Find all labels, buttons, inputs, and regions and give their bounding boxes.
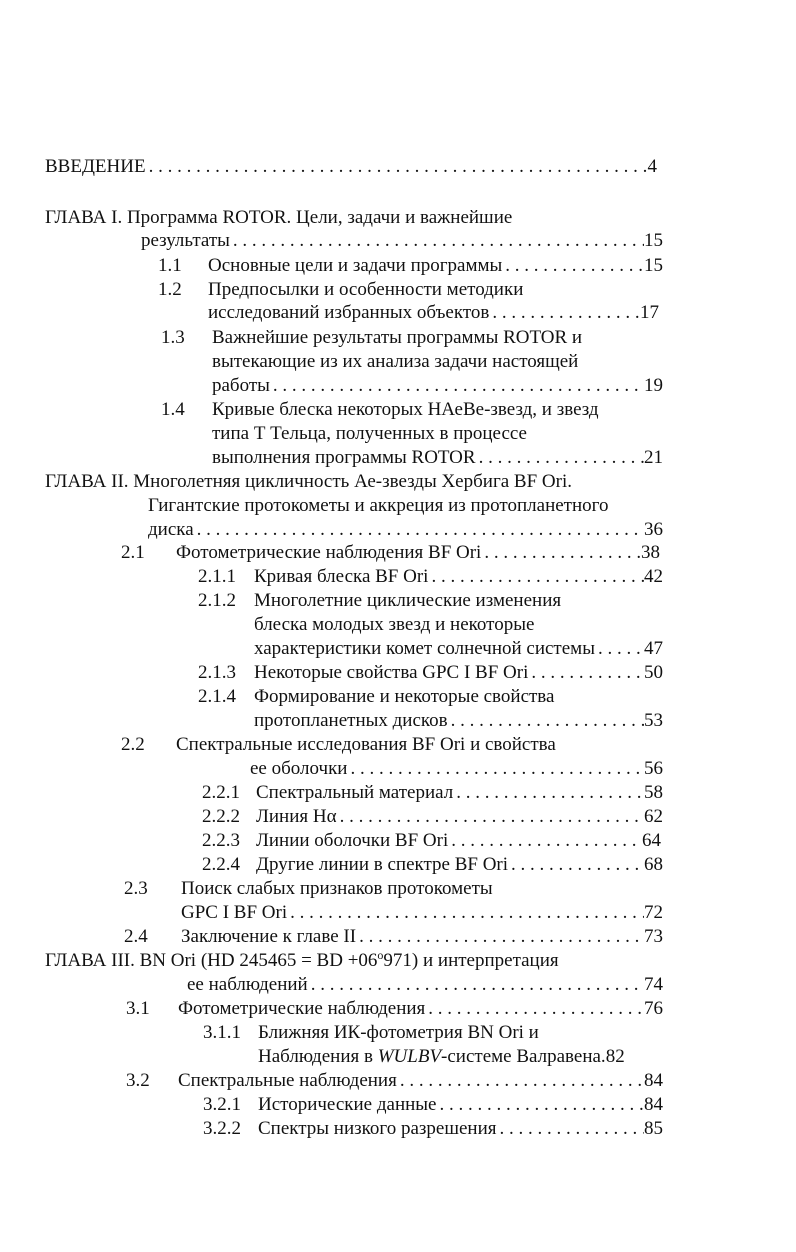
toc-entry-title: Линия Hα: [256, 806, 337, 827]
toc-subsection-2-2-1: [202, 781, 663, 805]
toc-entry-title: ГЛАВА I. Программа ROTOR. Цели, задачи и важнейшие: [45, 207, 513, 228]
toc-entry-title: работы: [212, 375, 270, 396]
toc-section-2-4: [124, 925, 663, 949]
toc-chapter-2-heading-cont2: [148, 518, 663, 542]
toc-section-2-3-cont: [181, 901, 663, 925]
toc-section-2-3: [124, 877, 493, 901]
toc-chapter-2-heading: [45, 470, 572, 494]
toc-section-3-1: [126, 997, 663, 1021]
toc-page-number: 85: [644, 1118, 663, 1139]
toc-section-1-4-cont: [212, 422, 527, 446]
toc-entry-title: результаты: [141, 230, 230, 251]
toc-section-2-1: [121, 541, 660, 565]
dot-leader: [505, 254, 644, 278]
toc-page-number: 38: [641, 542, 660, 563]
toc-subsection-3-2-1: [203, 1093, 663, 1117]
toc-subsection-3-1-1: [203, 1021, 539, 1045]
toc-entry-title-part: ГЛАВА III. BN Ori (HD 245465 = BD +06: [45, 950, 378, 971]
toc-entry-title: ее наблюдений: [187, 974, 308, 995]
toc-section-number: 2.1.3: [198, 662, 236, 683]
dot-leader: [479, 446, 644, 470]
toc-page-number: 58: [644, 782, 663, 803]
toc-section-number: 2.2.4: [202, 854, 240, 875]
toc-entry-title: типа Т Тельца, полученных в процессе: [212, 423, 527, 444]
toc-section-number: 3.1: [126, 998, 150, 1019]
toc-subsection-3-1-1-cont: [258, 1045, 625, 1069]
dot-leader: [290, 901, 644, 925]
toc-subsection-2-2-2: [202, 805, 663, 829]
dot-leader: [511, 853, 644, 877]
dot-leader: [359, 925, 644, 949]
toc-page-number: 84: [644, 1070, 663, 1091]
toc-page-number: 17: [640, 302, 659, 323]
toc-entry-title: Формирование и некоторые свойства: [254, 686, 555, 707]
toc-section-number: 2.4: [124, 926, 148, 947]
toc-entry-title: Некоторые свойства GPC I BF Ori: [254, 662, 529, 683]
toc-entry-title: Линии оболочки BF Ori: [256, 830, 449, 851]
dot-leader: [456, 781, 644, 805]
dot-leader: [440, 1093, 645, 1117]
toc-entry-title: Основные цели и задачи программы: [208, 255, 503, 276]
toc-subsection-2-1-4-cont: [254, 709, 663, 733]
toc-entry-title: ее оболочки: [250, 758, 348, 779]
toc-entry-title: Спектры низкого разрешения: [258, 1118, 497, 1139]
toc-chapter-1-heading-cont: [141, 229, 663, 253]
toc-subsection-2-2-4: [202, 853, 663, 877]
toc-entry-title: протопланетных дисков: [254, 710, 448, 731]
toc-page-number: 36: [644, 519, 663, 540]
toc-section-1-4: [161, 398, 599, 422]
toc-page-number: 56: [644, 758, 663, 779]
toc-entry-title-part: WULBV: [377, 1046, 442, 1067]
toc-section-1-3: [161, 326, 583, 350]
toc-entry-title: Важнейшие результаты программы ROTOR и: [212, 327, 583, 348]
toc-subsection-2-1-3: [198, 661, 663, 685]
toc-entry-title: Заключение к главе II: [181, 926, 357, 947]
toc-entry-title: Кривые блеска некоторых НАеВе-звезд, и звезд: [212, 399, 599, 420]
toc-entry-title: Ближняя ИК-фотометрия BN Ori и: [258, 1022, 539, 1043]
toc-section-number: 1.3: [161, 327, 185, 348]
dot-leader: [197, 518, 644, 542]
degree-sign: o: [377, 948, 384, 962]
toc-entry-title: характеристики комет солнечной системы: [254, 638, 595, 659]
dot-leader: [340, 805, 644, 829]
toc-entry-title: выполнения программы ROTOR: [212, 447, 476, 468]
toc-entry-title: Фотометрические наблюдения: [178, 998, 426, 1019]
dot-leader: [451, 709, 644, 733]
toc-section-number: 2.1.4: [198, 686, 236, 707]
dot-leader: [451, 829, 642, 853]
toc-section-2-2-cont: [250, 757, 663, 781]
dot-leader: [531, 661, 644, 685]
toc-entry-title: Другие линии в спектре BF Ori: [256, 854, 509, 875]
toc-page-number: 72: [644, 902, 663, 923]
toc-page-number: 62: [644, 806, 663, 827]
toc-section-number: 3.2.2: [203, 1118, 241, 1139]
toc-chapter-2-heading-cont: [148, 494, 608, 518]
toc-entry-title: вытекающие из их анализа задачи настоящей: [212, 351, 579, 372]
toc-section-number: 3.2: [126, 1070, 150, 1091]
toc-subsection-2-1-2: [198, 589, 562, 613]
toc-page-number: 73: [644, 926, 663, 947]
toc-entry-title: Спектральные исследования BF Ori и свойства: [176, 734, 556, 755]
toc-section-1-3-cont2: [212, 374, 663, 398]
dot-leader: [350, 757, 644, 781]
toc-entry-title: диска: [148, 519, 194, 540]
toc-page-number: 50: [644, 662, 663, 683]
toc-section-3-2: [126, 1069, 663, 1093]
toc-section-number: 2.2: [121, 734, 145, 755]
dot-leader: [149, 155, 648, 179]
toc-section-2-2: [121, 733, 556, 757]
toc-page-number: 19: [644, 375, 663, 396]
toc-subsection-2-1-2-cont: [254, 613, 534, 637]
toc-section-1-4-cont2: [212, 446, 663, 470]
toc-section-number: 2.1.2: [198, 590, 236, 611]
toc-section-1-2-cont: [208, 301, 659, 325]
toc-page-number: 84: [644, 1094, 663, 1115]
toc-entry-title: Спектральные наблюдения: [178, 1070, 397, 1091]
toc-section-number: 2.1.1: [198, 566, 236, 587]
toc-entry-title: Кривая блеска BF Ori: [254, 566, 429, 587]
toc-entry-title-part: -системе Валравена.: [441, 1046, 606, 1067]
toc-chapter-1-heading: [45, 206, 512, 230]
toc-entry-title: Предпосылки и особенности методики: [208, 279, 524, 300]
toc-entry-title-part: 971) и интерпретация: [383, 950, 559, 971]
toc-subsection-2-1-1: [198, 565, 663, 589]
toc-entry-title: ВВЕДЕНИЕ: [45, 156, 146, 177]
toc-page-number: 68: [644, 854, 663, 875]
dot-leader: [484, 541, 641, 565]
toc-page-number: 64: [642, 830, 661, 851]
dot-leader: [311, 973, 644, 997]
toc-page-number: 15: [644, 255, 663, 276]
toc-entry-title: [45, 949, 559, 973]
dot-leader: [598, 637, 644, 661]
toc-entry-intro: [45, 155, 657, 179]
toc-entry-title: Гигантские протокометы и аккреция из протопланетного: [148, 495, 609, 516]
toc-section-number: 1.2: [158, 279, 182, 300]
dot-leader: [431, 565, 644, 589]
toc-entry-title: исследований избранных объектов: [208, 302, 490, 323]
toc-page-number: 74: [644, 974, 663, 995]
toc-page-number: 21: [644, 447, 663, 468]
toc-subsection-2-1-4: [198, 685, 555, 709]
toc-section-number: 3.2.1: [203, 1094, 241, 1115]
toc-chapter-3-heading: [45, 949, 559, 973]
toc-entry-title: Фотометрические наблюдения BF Ori: [176, 542, 482, 563]
toc-section-1-3-cont: [212, 350, 578, 374]
toc-page-number: 53: [644, 710, 663, 731]
toc-section-number: 2.1: [121, 542, 145, 563]
dot-leader: [400, 1069, 644, 1093]
toc-page-number: 47: [644, 638, 663, 659]
toc-entry-title: Спектральный материал: [256, 782, 454, 803]
toc-section-number: 3.1.1: [203, 1022, 241, 1043]
toc-subsection-3-2-2: [203, 1117, 663, 1141]
toc-section-number: 2.3: [124, 878, 148, 899]
toc-page-number: 42: [644, 566, 663, 587]
toc-page-number: 4: [647, 156, 657, 177]
toc-entry-title-part: Наблюдения в: [258, 1046, 378, 1067]
dot-leader: [492, 301, 640, 325]
toc-entry-title: Многолетние циклические изменения: [254, 590, 562, 611]
toc-entry-title: Исторические данные: [258, 1094, 437, 1115]
toc-page-number: 15: [644, 230, 663, 251]
dot-leader: [428, 997, 644, 1021]
toc-entry-title: блеска молодых звезд и некоторые: [254, 614, 535, 635]
toc-section-number: 1.1: [158, 255, 182, 276]
dot-leader: [500, 1117, 645, 1141]
toc-section-1-2: [158, 278, 524, 302]
toc-subsection-2-1-2-cont2: [254, 637, 663, 661]
toc-entry-title: ГЛАВА II. Многолетняя цикличность Ае-звезды Хербига BF Ori.: [45, 471, 572, 492]
toc-section-number: 2.2.2: [202, 806, 240, 827]
toc-chapter-3-heading-cont: [187, 973, 663, 997]
toc-page-number: 82: [605, 1046, 625, 1067]
toc-page-number: 76: [644, 998, 663, 1019]
toc-entry-title: GPC I BF Ori: [181, 902, 288, 923]
toc-section-number: 1.4: [161, 399, 185, 420]
toc-entry-title: Поиск слабых признаков протокометы: [181, 878, 493, 899]
toc-entry-title: [258, 1045, 625, 1069]
dot-leader: [273, 374, 644, 398]
toc-section-number: 2.2.3: [202, 830, 240, 851]
toc-section-number: 2.2.1: [202, 782, 240, 803]
dot-leader: [233, 229, 644, 253]
toc-section-1-1: [158, 254, 663, 278]
toc-subsection-2-2-3: [202, 829, 661, 853]
